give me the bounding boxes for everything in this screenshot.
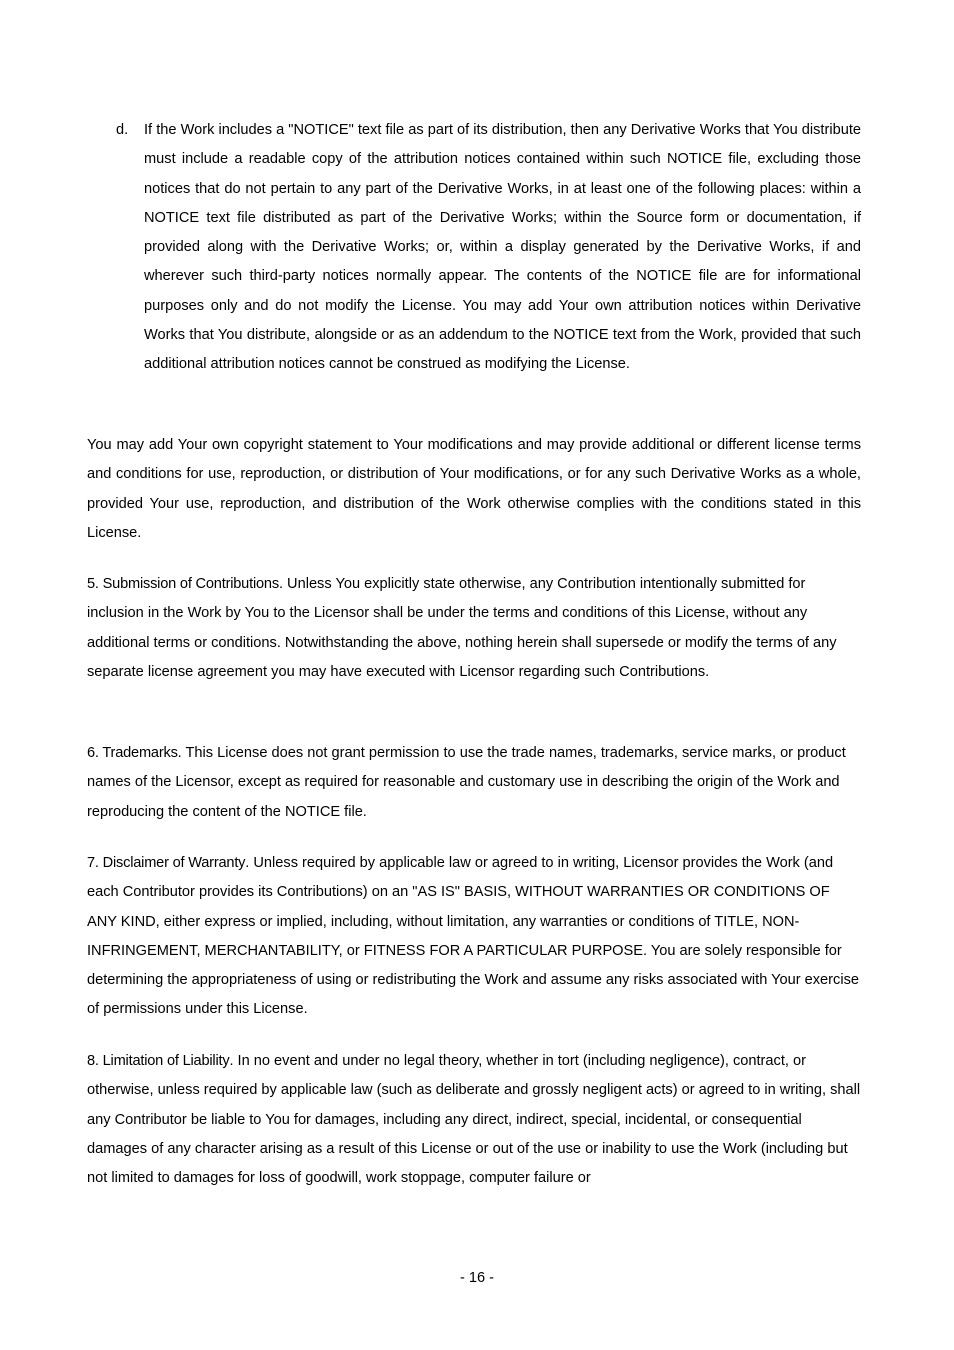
section-5-paragraph	[87, 570, 861, 687]
page-number: - 16 -	[459, 1270, 495, 1286]
section-7-text: . Unless required by applicable law or agreed to in writing, Licensor provides the Work (and each Contributor provides its Contributions) on an "AS IS" BASIS, WITHOUT WARRANTIES OR CONDITIONS OF ANY KIND, either express or implied, including, without limitation, any warranties or conditions of TITLE, NON-INFRINGEMENT, MERCHANTABILITY, or FITNESS FOR A PARTICULAR PURPOSE. You are solely responsible for determining the appropriateness of using or redistributing the Work and assume any risks associated with Your exercise of permissions under this License.	[87, 855, 859, 1018]
copyright-paragraph: You may add Your own copyright statement to Your modifications and may provide additional or different license terms and conditions for use, reproduction, or distribution of Your modifications, or for any such Derivative Works as a whole, provided Your use, reproduction, and distribution of the Work otherwise complies with the conditions stated in this License.	[87, 437, 861, 541]
section-6-heading: 6. Trademarks	[87, 745, 178, 761]
list-marker: d.	[116, 122, 129, 138]
section-8-text: . In no event and under no legal theory, whether in tort (including negligence), contract, or otherwise, unless required by applicable law (such as deliberate and grossly negligent acts) or agreed to in writing, shall any Contributor be liable to You for damages, including any direct, indirect, special, incidental, or consequential damages of any character arising as a result of this License or out of the use or inability to use the Work (including but not limited to damages for loss of goodwill, work stoppage, computer failure or	[87, 1053, 861, 1187]
section-5-heading: 5. Submission of Contributions	[87, 576, 279, 592]
list-item-text: If the Work includes a "NOTICE" text file as part of its distribution, then any Derivative Works that You distribute must include a readable copy of the attribution notices contained within such NOTICE file, excluding those notices that do not pertain to any part of the Derivative Works, in at least one of the following places: within a NOTICE text file distributed as part of the Derivative Works; within the Source form or documentation, if provided along with the Derivative Works; or, within a display generated by the Derivative Works, if and wherever such third-party notices normally appear. The contents of the NOTICE file are for informational purposes only and do not modify the License. You may add Your own attribution notices within Derivative Works that You distribute, alongside or as an addendum to the NOTICE text from the Work, provided that such additional attribution notices cannot be construed as modifying the License.	[144, 122, 861, 373]
section-5-text: . Unless You explicitly state otherwise, any Contribution intentionally submitted for inclusion in the Work by You to the Licensor shall be under the terms and conditions of this License, without any additional terms or conditions. Notwithstanding the above, nothing herein shall supersede or modify the terms of any separate license agreement you may have executed with Licensor regarding such Contributions.	[87, 576, 837, 680]
list-item-d	[116, 116, 861, 380]
section-7-paragraph	[87, 849, 861, 1025]
section-7-heading: 7. Disclaimer of Warranty	[87, 855, 246, 871]
section-8-paragraph	[87, 1047, 861, 1193]
section-6-text: . This License does not grant permission to use the trade names, trademarks, service marks, or product names of the Licensor, except as required for reasonable and customary use in describing the origin of the Work and reproducing the content of the NOTICE file.	[87, 745, 846, 820]
section-6-paragraph	[87, 739, 861, 827]
section-8-heading: 8. Limitation of Liability	[87, 1053, 230, 1069]
